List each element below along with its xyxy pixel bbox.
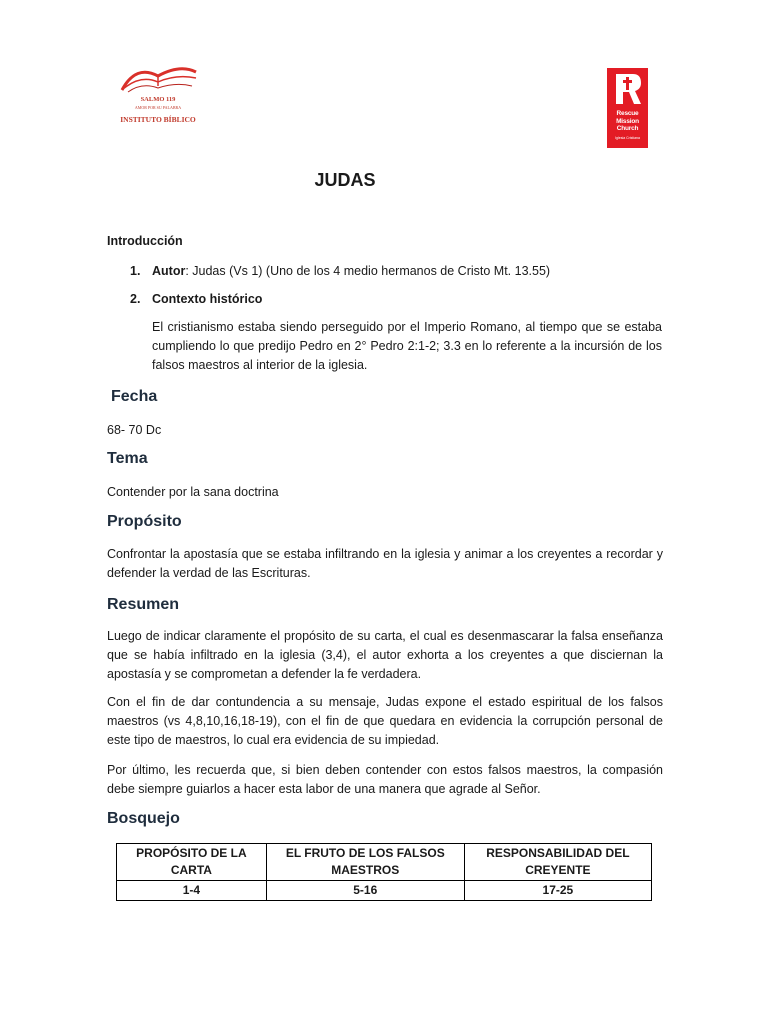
list-item-author: [152, 262, 652, 281]
table-header-cell: PROPÓSITO DE LA CARTA: [117, 844, 267, 881]
resumen-paragraph-3: Por último, les recuerda que, si bien deben contender con estos falsos maestros, la compasión debe siempre guiarlos a hacer esta labor de una manera que agrade al Señor.: [107, 763, 663, 796]
logo-left-line2: AMOR POR SU PALABRA: [134, 105, 182, 110]
bosquejo-table: [116, 843, 652, 901]
resumen-heading: Resumen: [107, 596, 180, 613]
author-text: : Judas (Vs 1) (Uno de los 4 medio hermanos de Cristo Mt. 13.55): [185, 264, 551, 278]
table-cell: 1-4: [117, 881, 267, 901]
table-cell: 5-16: [266, 881, 464, 901]
logo-left-line3: INSTITUTO BÍBLICO: [120, 115, 196, 124]
table-header-cell: RESPONSABILIDAD DEL CREYENTE: [464, 844, 651, 881]
tema-text: Contender por la sana doctrina: [107, 485, 279, 499]
page-title: JUDAS: [314, 170, 376, 190]
resumen-paragraph-1: Luego de indicar claramente el propósito de su carta, el cual es desenmascarar la falsa enseñanza que se había infiltrado en la iglesia (3,4), el autor exhorta a los creyentes a que disciernan la apostasía y se comprometan a defender la fe verdadera.: [107, 629, 663, 681]
fecha-heading: Fecha: [111, 388, 158, 405]
intro-heading: Introducción: [107, 234, 183, 248]
cross-r-icon: [607, 68, 648, 108]
rescue-mission-church-logo: [607, 68, 648, 148]
logo-right-text: Rescue Mission Church: [616, 110, 639, 132]
author-label: Autor: [152, 264, 186, 278]
list-number-1: 1.: [130, 264, 141, 278]
table-cell: 17-25: [464, 881, 651, 901]
logo-right-subtext: Iglesia Cristiana: [615, 136, 640, 140]
context-label: Contexto histórico: [152, 292, 263, 306]
fecha-text: 68- 70 Dc: [107, 423, 162, 437]
context-body: El cristianismo estaba siendo perseguido por el Imperio Romano, al tiempo que se estaba cumpliendo lo que predijo Pedro en 2° Pedro 2:1-2; 3.3 en lo referente a la incursión de los falsos maestros al interior de la iglesia.: [152, 320, 662, 372]
tema-heading: Tema: [107, 450, 148, 467]
logo-left-line1: SALMO 119: [140, 96, 176, 103]
bosquejo-heading: Bosquejo: [107, 810, 180, 827]
resumen-paragraph-2: Con el fin de dar contundencia a su mensaje, Judas expone el estado espiritual de los falsos maestros (vs 4,8,10,16,18-19), con el fin de que quedara en evidencia la corrupción personal de este tipo de maestros, lo cual era evidencia de su impiedad.: [107, 695, 663, 747]
open-book-icon: [118, 60, 198, 96]
proposito-text: Confrontar la apostasía que se estaba infiltrando en la iglesia y animar a los creyentes a recordar y defender la verdad de las Escrituras.: [107, 547, 663, 580]
salmo-119-logo: [112, 60, 204, 132]
list-number-2: 2.: [130, 292, 141, 306]
table-row: [117, 881, 652, 901]
proposito-heading: Propósito: [107, 513, 182, 530]
table-header-cell: EL FRUTO DE LOS FALSOS MAESTROS: [266, 844, 464, 881]
table-header-row: [117, 844, 652, 881]
